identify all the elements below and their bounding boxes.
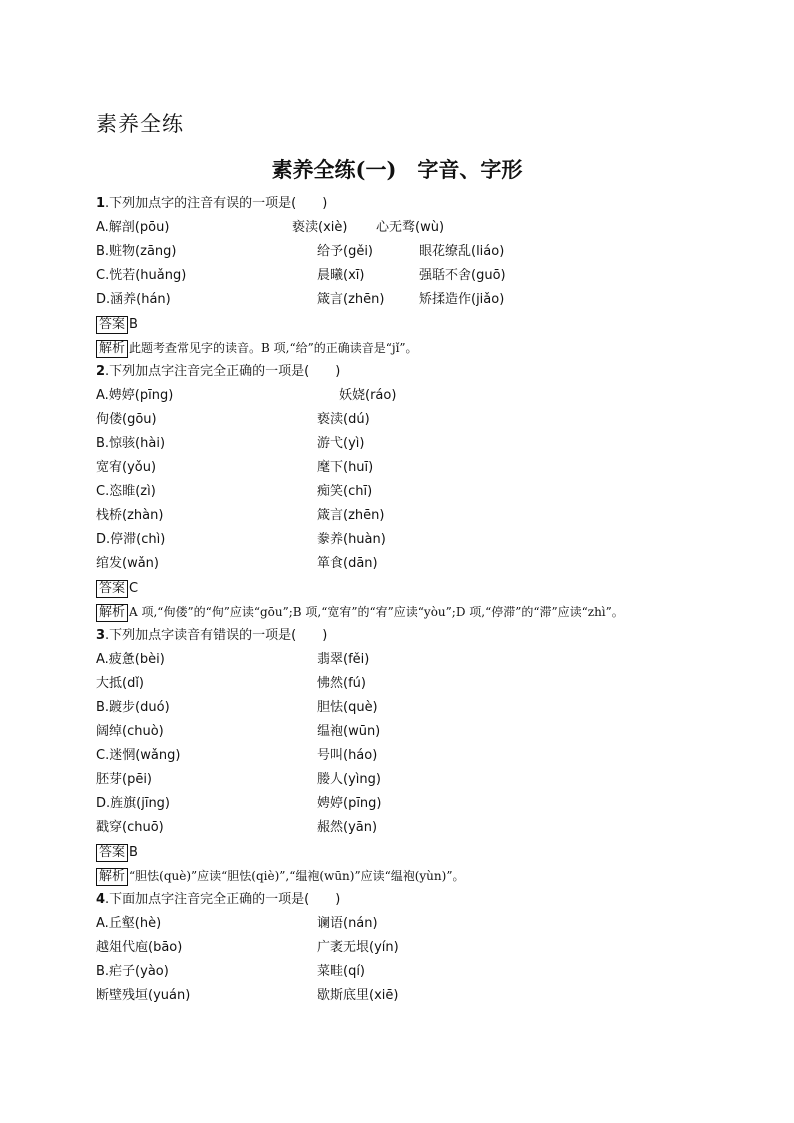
question-3-row	[96, 796, 382, 812]
option-cell: 亵渎(dú)	[317, 412, 370, 427]
option-cell: 麾下(huī)	[317, 460, 374, 475]
option-cell: D.停滞(chì)	[96, 532, 166, 547]
option-cell: 箴言(zhēn)	[317, 292, 385, 307]
answer-value: B	[129, 845, 138, 860]
option-cell: B.踱步(duó)	[96, 700, 170, 715]
option-cell: 矫揉造作(jiǎo)	[419, 292, 505, 307]
question-3-row	[96, 820, 378, 836]
option-cell: 号叫(háo)	[317, 748, 378, 763]
question-number: 2	[96, 364, 106, 379]
option-cell: 断壁残垣(yuán)	[96, 988, 191, 1003]
option-cell: C.恣睢(zì)	[96, 484, 156, 499]
option-cell: 大抵(dǐ)	[96, 676, 145, 691]
option-cell: 缊袍(wūn)	[317, 724, 381, 739]
option-cell: 歇斯底里(xiē)	[317, 988, 399, 1003]
option-cell: D.旌旗(jīng)	[96, 796, 171, 811]
option-cell: 箴言(zhēn)	[317, 508, 385, 523]
option-cell: 阔绰(chuò)	[96, 724, 164, 739]
option-cell: 娉婷(pīng)	[317, 796, 382, 811]
option-cell: 谰语(nán)	[317, 916, 378, 931]
question-4-row	[96, 940, 399, 956]
analysis-text: “胆怯(què)”应读“胆怯(qiè)”,“缊袍(wūn)”应读“缊袍(yùn)”。	[129, 869, 465, 883]
question-number: 3	[96, 628, 106, 643]
analysis-label: 解析	[96, 868, 128, 886]
question-2-row	[96, 508, 385, 524]
question-text: .下列加点字读音有错误的一项是( )	[105, 628, 328, 643]
option-cell: 给予(gěi)	[317, 244, 374, 259]
analysis-label: 解析	[96, 604, 128, 622]
question-1-row-a	[96, 220, 445, 236]
question-4-row	[96, 964, 366, 980]
option-cell: 菜畦(qí)	[317, 964, 366, 979]
question-2-stem	[96, 364, 340, 380]
question-3-row	[96, 772, 381, 788]
option-cell: D.涵养(hán)	[96, 292, 171, 307]
question-text: .下列加点字的注音有误的一项是( )	[105, 196, 328, 211]
section-title: 素养全练	[96, 112, 184, 136]
question-3-row	[96, 724, 381, 740]
analysis-label: 解析	[96, 340, 128, 358]
option-cell: 妖娆(ráo)	[339, 388, 397, 403]
option-cell: 胆怯(què)	[317, 700, 378, 715]
option-cell: 胚芽(pēi)	[96, 772, 153, 787]
option-cell: 戳穿(chuō)	[96, 820, 164, 835]
option-cell: 赧然(yān)	[317, 820, 378, 835]
option-cell: 宽宥(yǒu)	[96, 460, 157, 475]
option-cell: C.恍若(huǎng)	[96, 268, 187, 283]
option-cell: 亵渎(xiè)	[292, 220, 348, 235]
option-cell: 媵人(yìng)	[317, 772, 381, 787]
analysis-text: 此题考查常见字的读音。B 项,“给”的正确读音是“jǐ”。	[129, 341, 418, 355]
option-cell: 怫然(fú)	[317, 676, 366, 691]
question-number: 1	[96, 196, 106, 211]
option-cell: 佝偻(gōu)	[96, 412, 157, 427]
option-cell: 豢养(huàn)	[317, 532, 386, 547]
option-cell: A.娉婷(pīng)	[96, 388, 174, 403]
chapter-title: 素养全练(一) 字音、字形	[271, 157, 523, 182]
option-cell: 游弋(yì)	[317, 436, 365, 451]
option-cell: 翡翠(fěi)	[317, 652, 370, 667]
question-text: .下列加点字注音完全正确的一项是( )	[105, 364, 341, 379]
question-3-analysis	[96, 868, 464, 886]
question-3-row	[96, 652, 370, 668]
question-2-row	[96, 412, 370, 428]
option-cell: A.解剖(pōu)	[96, 220, 170, 235]
option-cell: C.迷惘(wǎng)	[96, 748, 181, 763]
answer-value: C	[129, 581, 139, 596]
option-cell: 心无骛(wù)	[376, 220, 445, 235]
question-1-analysis	[96, 340, 418, 358]
option-cell: B.疟子(yào)	[96, 964, 169, 979]
option-cell: 晨曦(xī)	[317, 268, 365, 283]
option-cell: 强聒不舍(guō)	[419, 268, 506, 283]
option-cell: 栈桥(zhàn)	[96, 508, 164, 523]
question-2-row	[96, 388, 397, 404]
option-cell: 眼花缭乱(liáo)	[419, 244, 505, 259]
question-4-stem	[96, 892, 340, 908]
question-2-row	[96, 436, 365, 452]
question-2-answer	[96, 580, 138, 598]
question-2-analysis	[96, 604, 624, 622]
question-1-stem	[96, 196, 327, 212]
question-text: .下面加点字注音完全正确的一项是( )	[105, 892, 341, 907]
question-2-row	[96, 484, 373, 500]
question-2-row	[96, 460, 374, 476]
question-3-stem	[96, 628, 327, 644]
question-1-row-b	[96, 244, 505, 260]
answer-label: 答案	[96, 316, 128, 334]
option-cell: 越俎代庖(bāo)	[96, 940, 183, 955]
answer-value: B	[129, 317, 138, 332]
question-4-row	[96, 916, 378, 932]
option-cell: 痴笑(chī)	[317, 484, 373, 499]
option-cell: 绾发(wǎn)	[96, 556, 159, 571]
question-2-row	[96, 556, 378, 572]
option-cell: B.赃物(zāng)	[96, 244, 177, 259]
question-3-answer	[96, 844, 138, 862]
option-cell: A.疲惫(bèi)	[96, 652, 165, 667]
question-1-row-d	[96, 292, 505, 308]
question-number: 4	[96, 892, 106, 907]
question-4-row	[96, 988, 399, 1004]
question-2-row	[96, 532, 386, 548]
question-1-answer	[96, 316, 138, 334]
option-cell: 箪食(dān)	[317, 556, 378, 571]
question-3-row	[96, 676, 366, 692]
answer-label: 答案	[96, 580, 128, 598]
analysis-text: A 项,“佝偻”的“佝”应读“gōu”;B 项,“宽宥”的“宥”应读“yòu”;D 项,“停滞”的“滞”应读“zhì”。	[129, 605, 624, 619]
option-cell: B.惊骇(hài)	[96, 436, 166, 451]
question-3-row	[96, 700, 378, 716]
option-cell: A.丘壑(hè)	[96, 916, 162, 931]
question-3-row	[96, 748, 378, 764]
option-cell: 广袤无垠(yín)	[317, 940, 399, 955]
question-1-row-c	[96, 268, 506, 284]
answer-label: 答案	[96, 844, 128, 862]
